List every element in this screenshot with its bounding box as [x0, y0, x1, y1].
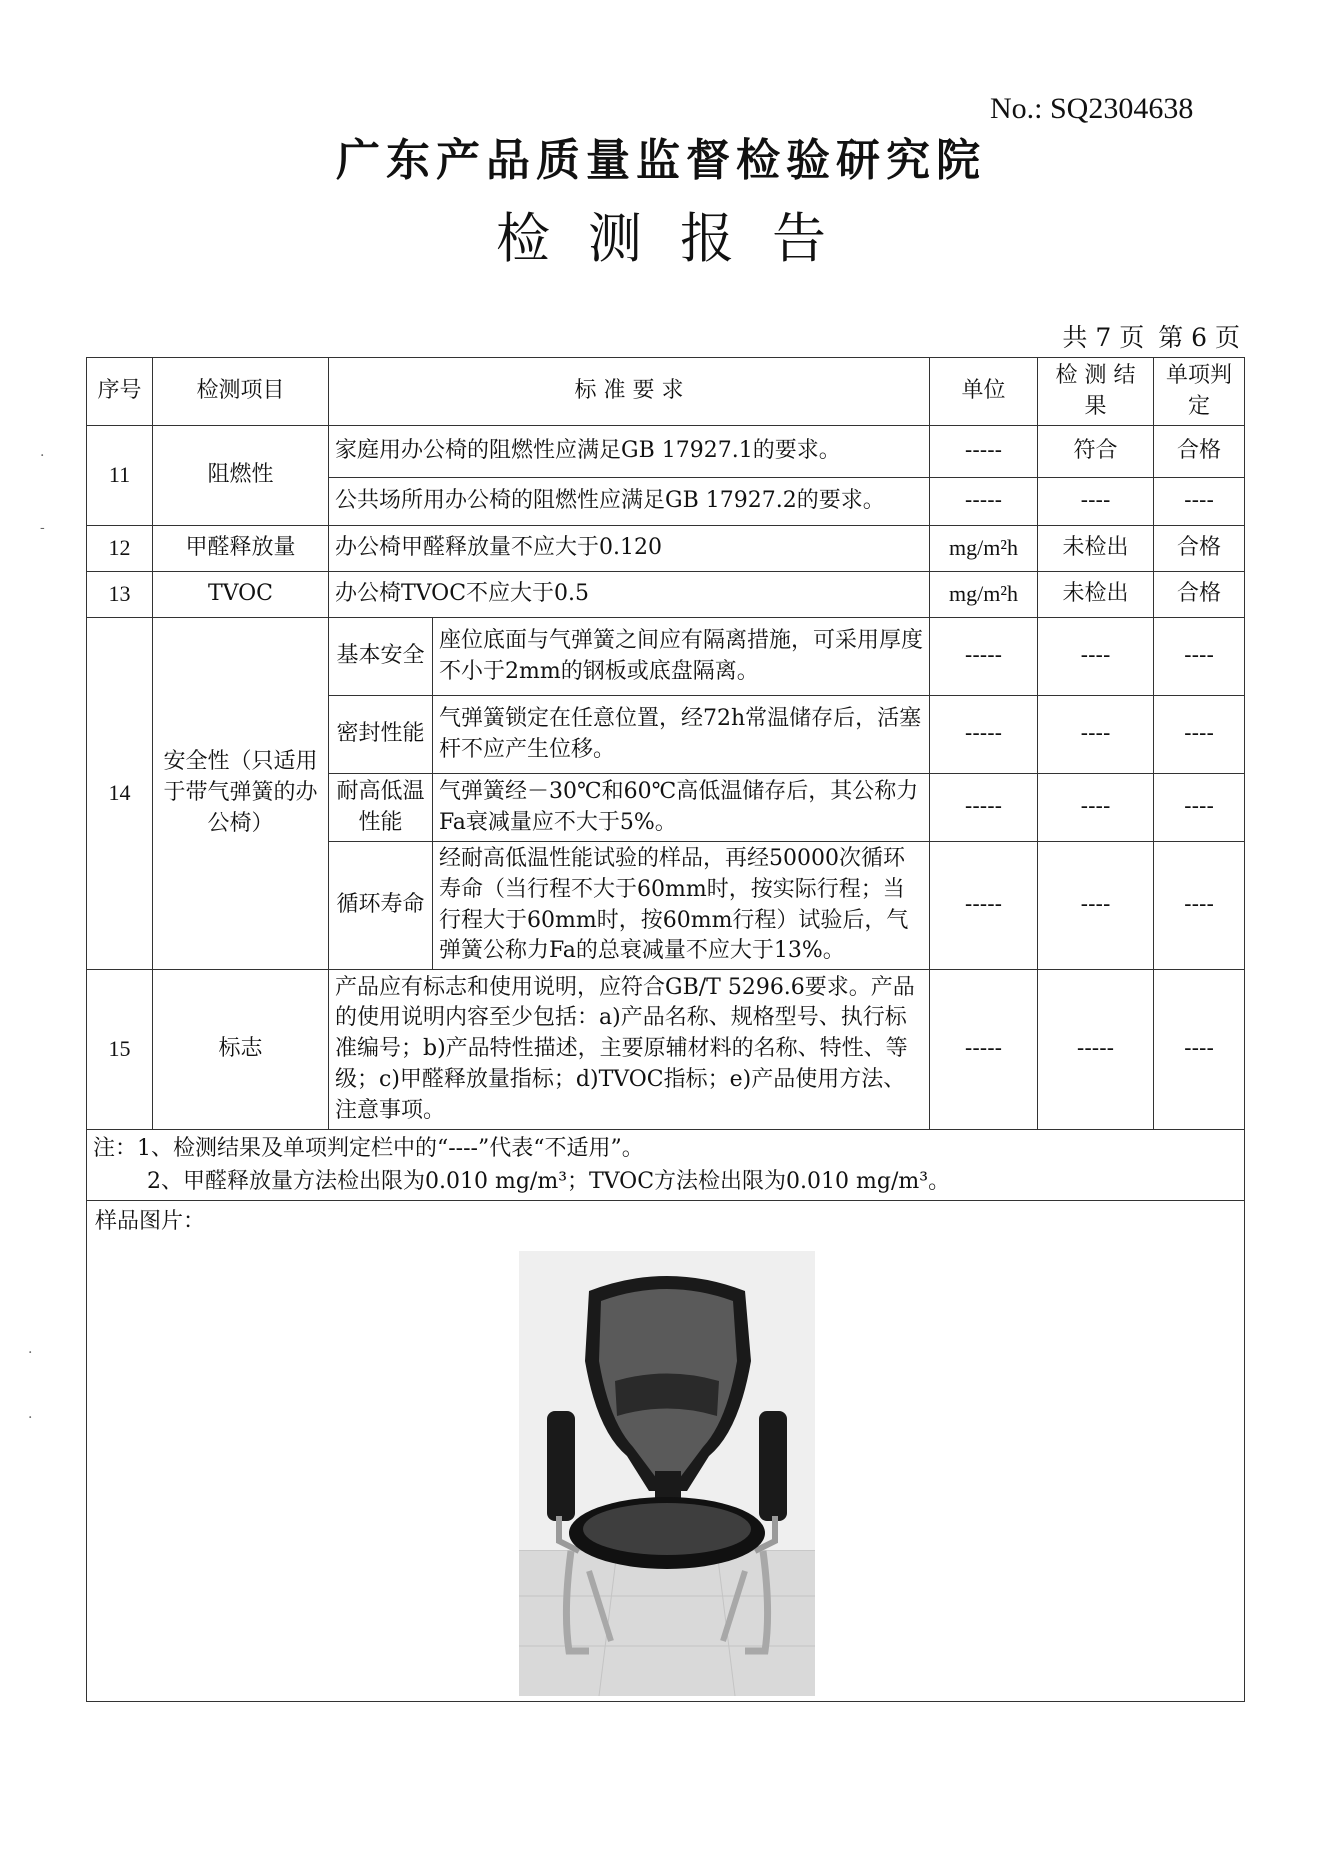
inspection-table — [86, 357, 1245, 1702]
test-item: 标志 — [153, 970, 329, 1130]
result-cell: 未检出 — [1038, 526, 1154, 572]
table-row — [87, 426, 1245, 478]
scan-speck: · — [40, 448, 45, 464]
test-item: TVOC — [153, 572, 329, 618]
scan-speck: · — [28, 1345, 33, 1361]
requirement: 气弹簧经－30℃和60℃高低温储存后，其公称力Fa衰减量应不大于5%。 — [433, 774, 930, 842]
header-verdict: 单项判定 — [1154, 358, 1245, 426]
chair-photo — [519, 1251, 815, 1696]
requirement: 办公椅TVOC不应大于0.5 — [329, 572, 930, 618]
header-no: 序号 — [87, 358, 153, 426]
verdict-cell: ---- — [1154, 774, 1245, 842]
header-item: 检测项目 — [153, 358, 329, 426]
requirement: 产品应有标志和使用说明，应符合GB/T 5296.6要求。产品的使用说明内容至少包括：a)产品名称、规格型号、执行标准编号；b)产品特性描述，主要原辅材料的名称、特性、等级；c)甲醛释放量指标；d)TVOC指标；e)产品使用方法、注意事项。 — [329, 970, 930, 1130]
header-unit: 单位 — [930, 358, 1038, 426]
verdict-cell: ---- — [1154, 618, 1245, 696]
verdict-cell: ---- — [1154, 696, 1245, 774]
organization-name: 广东产品质量监督检验研究院 — [336, 135, 986, 186]
note-1: 注：1、检测结果及单项判定栏中的“----”代表“不适用”。 — [93, 1136, 644, 1162]
row-number: 14 — [87, 618, 153, 970]
page-current: 第 6 页 — [1158, 323, 1240, 352]
scan-speck: · — [28, 1410, 33, 1426]
unit-cell: ----- — [930, 696, 1038, 774]
unit-cell: ----- — [930, 842, 1038, 970]
unit-cell: ----- — [930, 478, 1038, 526]
table-row — [87, 970, 1245, 1130]
verdict-cell: ---- — [1154, 842, 1245, 970]
sample-label: 样品图片： — [95, 1209, 206, 1235]
requirement: 家庭用办公椅的阻燃性应满足GB 17927.1的要求。 — [329, 426, 930, 478]
requirement: 办公椅甲醛释放量不应大于0.120 — [329, 526, 930, 572]
report-number: No.: SQ2304638 — [990, 92, 1194, 125]
page-total: 共 7 页 — [1062, 323, 1145, 352]
verdict-cell: 合格 — [1154, 426, 1245, 478]
sample-cell — [87, 1201, 1245, 1702]
verdict-cell: 合格 — [1154, 572, 1245, 618]
row-number: 11 — [87, 426, 153, 526]
page-indicator — [1000, 318, 1240, 354]
result-cell: ---- — [1038, 618, 1154, 696]
result-cell: ---- — [1038, 842, 1154, 970]
verdict-cell: ---- — [1154, 478, 1245, 526]
requirement: 座位底面与气弹簧之间应有隔离措施，可采用厚度不小于2mm的钢板或底盘隔离。 — [433, 618, 930, 696]
unit-cell: mg/m²h — [930, 526, 1038, 572]
unit-cell: ----- — [930, 970, 1038, 1130]
table-row — [87, 526, 1245, 572]
notes-cell — [87, 1130, 1245, 1201]
test-item: 阻燃性 — [153, 426, 329, 526]
notes-row — [87, 1130, 1245, 1201]
verdict-cell: ---- — [1154, 970, 1245, 1130]
header-result: 检 测 结 果 — [1038, 358, 1154, 426]
verdict-cell: 合格 — [1154, 526, 1245, 572]
table-row — [87, 618, 1245, 696]
sub-item: 密封性能 — [329, 696, 433, 774]
sub-item: 耐高低温性能 — [329, 774, 433, 842]
header-standard: 标 准 要 求 — [329, 358, 930, 426]
table-header-row — [87, 358, 1245, 426]
result-cell: ---- — [1038, 696, 1154, 774]
row-number: 15 — [87, 970, 153, 1130]
result-cell: ---- — [1038, 774, 1154, 842]
row-number: 12 — [87, 526, 153, 572]
sub-item: 循环寿命 — [329, 842, 433, 970]
unit-cell: ----- — [930, 774, 1038, 842]
table-row — [87, 572, 1245, 618]
requirement: 公共场所用办公椅的阻燃性应满足GB 17927.2的要求。 — [329, 478, 930, 526]
test-item: 安全性（只适用于带气弹簧的办公椅） — [153, 618, 329, 970]
unit-cell: ----- — [930, 618, 1038, 696]
requirement: 经耐高低温性能试验的样品，再经50000次循环寿命（当行程不大于60mm时，按实际行程；当行程大于60mm时，按60mm行程）试验后，气弹簧公称力Fa的总衰减量不应大于13%。 — [433, 842, 930, 970]
result-cell: ----- — [1038, 970, 1154, 1130]
result-cell: 未检出 — [1038, 572, 1154, 618]
result-cell: 符合 — [1038, 426, 1154, 478]
result-cell: ---- — [1038, 478, 1154, 526]
unit-cell: ----- — [930, 426, 1038, 478]
unit-cell: mg/m²h — [930, 572, 1038, 618]
sample-row — [87, 1201, 1245, 1702]
test-item: 甲醛释放量 — [153, 526, 329, 572]
scan-speck: - — [40, 520, 45, 536]
requirement: 气弹簧锁定在任意位置，经72h常温储存后，活塞杆不应产生位移。 — [433, 696, 930, 774]
document-title: 检测报告 — [496, 207, 864, 270]
sub-item: 基本安全 — [329, 618, 433, 696]
row-number: 13 — [87, 572, 153, 618]
note-2: 2、甲醛释放量方法检出限为0.010 mg/m³；TVOC方法检出限为0.010 mg/m³。 — [147, 1169, 951, 1195]
